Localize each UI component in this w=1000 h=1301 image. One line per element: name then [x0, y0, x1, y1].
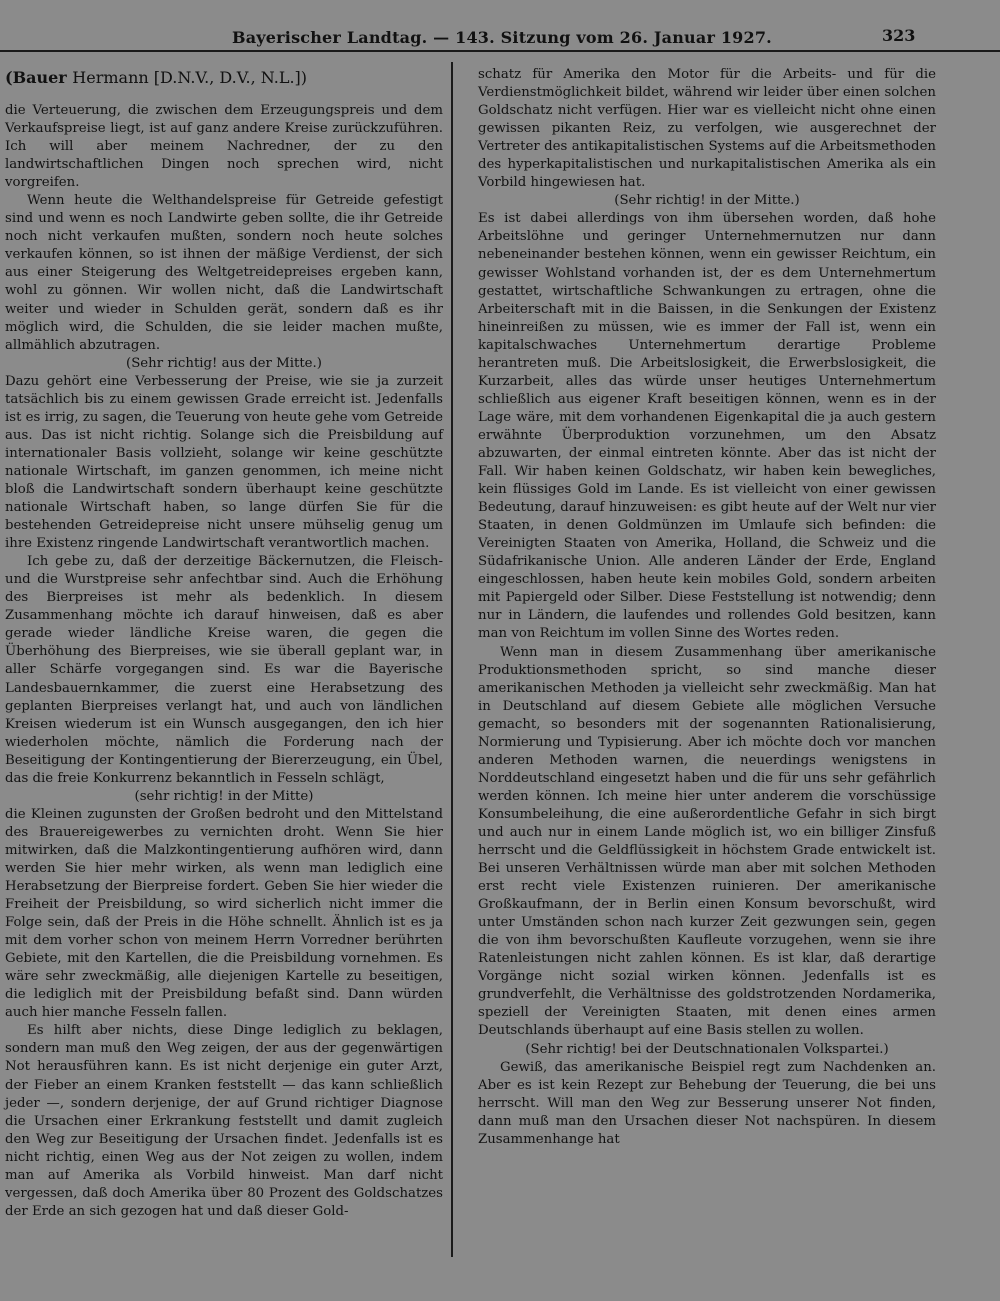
paragraph: schatz für Amerika den Motor für die Arbeits- und für die Verdienstmöglichkeit bildet, während wir leider über einen solchen Goldschatz nicht verfügen. Hier war es vielleicht nicht ohne einen gewissen pikanten Reiz, zu verfolgen, wie ausgerechnet der Vertreter des antikapitalistischen Systems auf die Arbeitsmethoden des hyperkapitalistischen und nurkapitalistischen Amerika als ein Vorbild hingewiesen hat.	[478, 67, 936, 191]
paragraph: Es hilft aber nichts, diese Dinge lediglich zu beklagen, sondern man muß den Weg zeigen, der aus der gegenwärtigen Not herausführen kann. Es ist nicht derjenige ein guter Arzt, der Fieber an einem Kranken feststellt — das kann schließlich jeder —, sondern derjenige, der auf Grund richtiger Diagnose die Ursachen einer Erkrankung feststellt und damit zugleich den Weg zur Beseitigung der Ursachen findet. Jedenfalls ist es nicht richtig, einen Weg aus der Not zeigen zu wollen, indem man auf Amerika als Vorbild hinweist. Man darf nicht vergessen, daß doch Amerika über 80 Prozent des Goldschatzes der Erde an sich gezogen hat und daß dieser Gold-	[5, 1023, 443, 1219]
page-number: 323	[882, 26, 916, 45]
interjection: (Sehr richtig! in der Mitte.)	[614, 193, 800, 209]
interjection: (Sehr richtig! aus der Mitte.)	[126, 355, 322, 371]
paragraph: Wenn heute die Welthandelspreise für Getreide gefestigt sind und wenn es noch Landwirte geben sollte, die ihr Getreide noch nicht verkaufen mußten, sondern noch heute solches verkaufen können, so ist ihnen der mäßige Verdienst, der sich aus einer Steigerung des Weltgetreidepreises ergeben kann, wohl zu gönnen. Wir wollen nicht, daß die Landwirtschaft weiter und wieder in Schulden gerät, sondern daß es ihr möglich wird, die Schulden, die sie leider machen mußte, allmählich abzutragen.	[5, 193, 443, 353]
speaker-heading	[5, 66, 443, 90]
interjection: (Sehr richtig! bei der Deutschnationalen Volkspartei.)	[525, 1041, 889, 1057]
right-column	[478, 66, 936, 1149]
paragraph: Wenn man in diesem Zusammenhang über amerikanische Produktionsmethoden spricht, so sind manche dieser amerikanischen Methoden ja vielleicht sehr zweckmäßig. Man hat in Deutschland auf diesem Gebiete alle möglichen Versuche gemacht, so besonders mit der sogenannten Rationalisierung, Normierung und Typisierung. Aber ich möchte doch vor manchen anderen Methoden warnen, die neuerdings wenigstens in Norddeutschland eingesetzt haben und die für uns sehr gefährlich werden können. Ich meine hier unter anderem die vorschüssige Konsumbeleihung, die eine außerordentliche Gefahr in sich birgt und auch nur in einem Lande möglich ist, wo ein billiger Zinsfuß herrscht und die Geldflüssigkeit in höchstem Grade entwickelt ist. Bei unseren Verhältnissen würde man aber mit solchen Methoden erst recht viele Existenzen ruinieren. Der amerikanische Großkaufmann, der in Berlin einen Konsum bevorschußt, wird unter Umständen schon nach kurzer Zeit gezwungen sein, gegen die von ihm bevorschußten Kaufleute vorzugehen, wenn sie ihre Ratenleistungen nicht zahlen können. Es ist klar, daß derartige Vorgänge nicht sozial wirken können. Jedenfalls ist es grundverfehlt, die Verhältnisse des goldstrotzenden Nordamerika, speziell der Vereinigten Staaten, mit denen eines armen Deutschlands überhaupt auf eine Basis stellen zu wollen.	[478, 644, 936, 1039]
paragraph: die Kleinen zugunsten der Großen bedroht und den Mittelstand des Brauereigewerbes zu vernichten droht. Wenn Sie hier mitwirken, daß die Malzkontingentierung aufhören wird, dann werden Sie hier mehr wirken, als wenn man lediglich eine Herabsetzung der Bierpreise fordert. Geben Sie hier wieder die Freiheit der Preisbildung, so wird sicherlich nicht immer die Folge sein, daß der Preis in die Höhe schnellt. Ähnlich ist es ja mit dem vorher schon von meinem Herrn Vorredner berührten Gebiete, mit den Kartellen, die die Preisbildung vornehmen. Es wäre sehr zweckmäßig, alle diejenigen Kartelle zu beseitigen, die lediglich mit der Preisbildung befaßt sind. Dann würden auch hier manche Fesseln fallen.	[5, 806, 443, 1021]
paragraph: Gewiß, das amerikanische Beispiel regt zum Nachdenken an. Aber es ist kein Rezept zur Behebung der Teuerung, die bei uns herrscht. Will man den Weg zur Besserung unserer Not finden, dann muß man den Ursachen dieser Not nachspüren. In diesem Zusammenhange hat	[478, 1059, 936, 1147]
speaker-name: Hermann [D.N.V., D.V., N.L.])	[72, 68, 308, 87]
left-column	[5, 66, 443, 1221]
page-header	[0, 26, 1000, 52]
paragraph: Es ist dabei allerdings von ihm übersehen worden, daß hohe Arbeitslöhne und geringer Unternehmernutzen nur dann nebeneinander bestehen können, wenn ein gewisser Reichtum, ein gewisser Wohlstand vorhanden ist, der es dem Unternehmertum gestattet, wirtschaftliche Schwankungen zu ertragen, ohne die Arbeiterschaft mit in die Baissen, in die Senkungen der Existenz hineinreißen zu müssen, wie es immer der Fall ist, wenn ein kapitalschwaches Unternehmertum derartige Probleme herantreten muß. Die Arbeitslosigkeit, die Erwerbslosigkeit, die Kurzarbeit, alles das würde unser heutiges Unternehmertum schließlich aus eigener Kraft beseitigen können, wenn es in der Lage wäre, mit dem vorhandenen Eigenkapital die ja auch gestern erwähnte Überproduktion vorzunehmen, um den Absatz abzuwarten, der einmal eintreten könnte. Aber das ist nicht der Fall. Wir haben keinen Goldschatz, wir haben kein bewegliches, kein flüssiges Gold im Lande. Es ist vielleicht von einer gewissen Bedeutung, darauf hinzuweisen: es gibt heute auf der Welt nur vier Staaten, in denen Goldmünzen im Umlaufe sich befinden: die Vereinigten Staaten von Amerika, Holland, die Schweiz und die Südafrikanische Union. Alle anderen Länder der Erde, England eingeschlossen, haben heute kein mobiles Gold, sondern arbeiten mit Papiergeld oder Silber. Diese Feststellung ist notwendig; denn nur in Ländern, die laufendes und rollendes Gold besitzen, kann man von Reichtum im vollen Sinne des Wortes reden.	[478, 211, 936, 642]
running-header: Bayerischer Landtag. — 143. Sitzung vom 26. Januar 1927.	[232, 28, 772, 47]
header-rule	[0, 50, 1000, 52]
paragraph: die Verteuerung, die zwischen dem Erzeugungspreis und dem Verkaufspreise liegt, ist auf ganz andere Kreise zurückzuführen. Ich will aber meinem Nachredner, der zu den landwirtschaftlichen Dingen noch sprechen wird, nicht vorgreifen.	[5, 103, 443, 191]
speaker-label: (Bauer	[5, 68, 67, 87]
interjection: (sehr richtig! in der Mitte)	[134, 788, 314, 804]
paragraph: Ich gebe zu, daß der derzeitige Bäckernutzen, die Fleisch- und die Wurstpreise sehr anfechtbar sind. Auch die Erhöhung des Bierpreises ist mehr als bedenklich. In diesem Zusammenhang möchte ich darauf hinweisen, daß es aber gerade wieder ländliche Kreise waren, die gegen die Überhöhung des Bierpreises, wie sie überall geplant war, in aller Schärfe vorgegangen sind. Es war die Bayerische Landesbauernkammer, die zuerst eine Herabsetzung des geplanten Bierpreises verlangt hat, und auch von ländlichen Kreisen wiederum ist ein Wunsch ausgegangen, den ich hier wiederholen möchte, nämlich die Forderung nach der Beseitigung der Kontingentierung der Biererzeugung, ein Übel, das die freie Konkurrenz bekanntlich in Fesseln schlägt,	[5, 554, 443, 786]
paragraph: Dazu gehört eine Verbesserung der Preise, wie sie ja zurzeit tatsächlich bis zu einem gewissen Grade erreicht ist. Jedenfalls ist es irrig, zu sagen, die Teuerung von heute gehe vom Getreide aus. Das ist nicht richtig. Solange sich die Preisbildung auf internationaler Basis vollzieht, solange wir keine geschützte nationale Wirtschaft, im ganzen genommen, ich meine nicht bloß die Landwirtschaft sondern überhaupt keine geschützte nationale Wirtschaft haben, so lange dürfen Sie für die bestehenden Getreidepreise nicht unsere mühselig genug um ihre Existenz ringende Landwirtschaft verantwortlich machen.	[5, 373, 443, 552]
column-divider	[451, 62, 453, 1257]
